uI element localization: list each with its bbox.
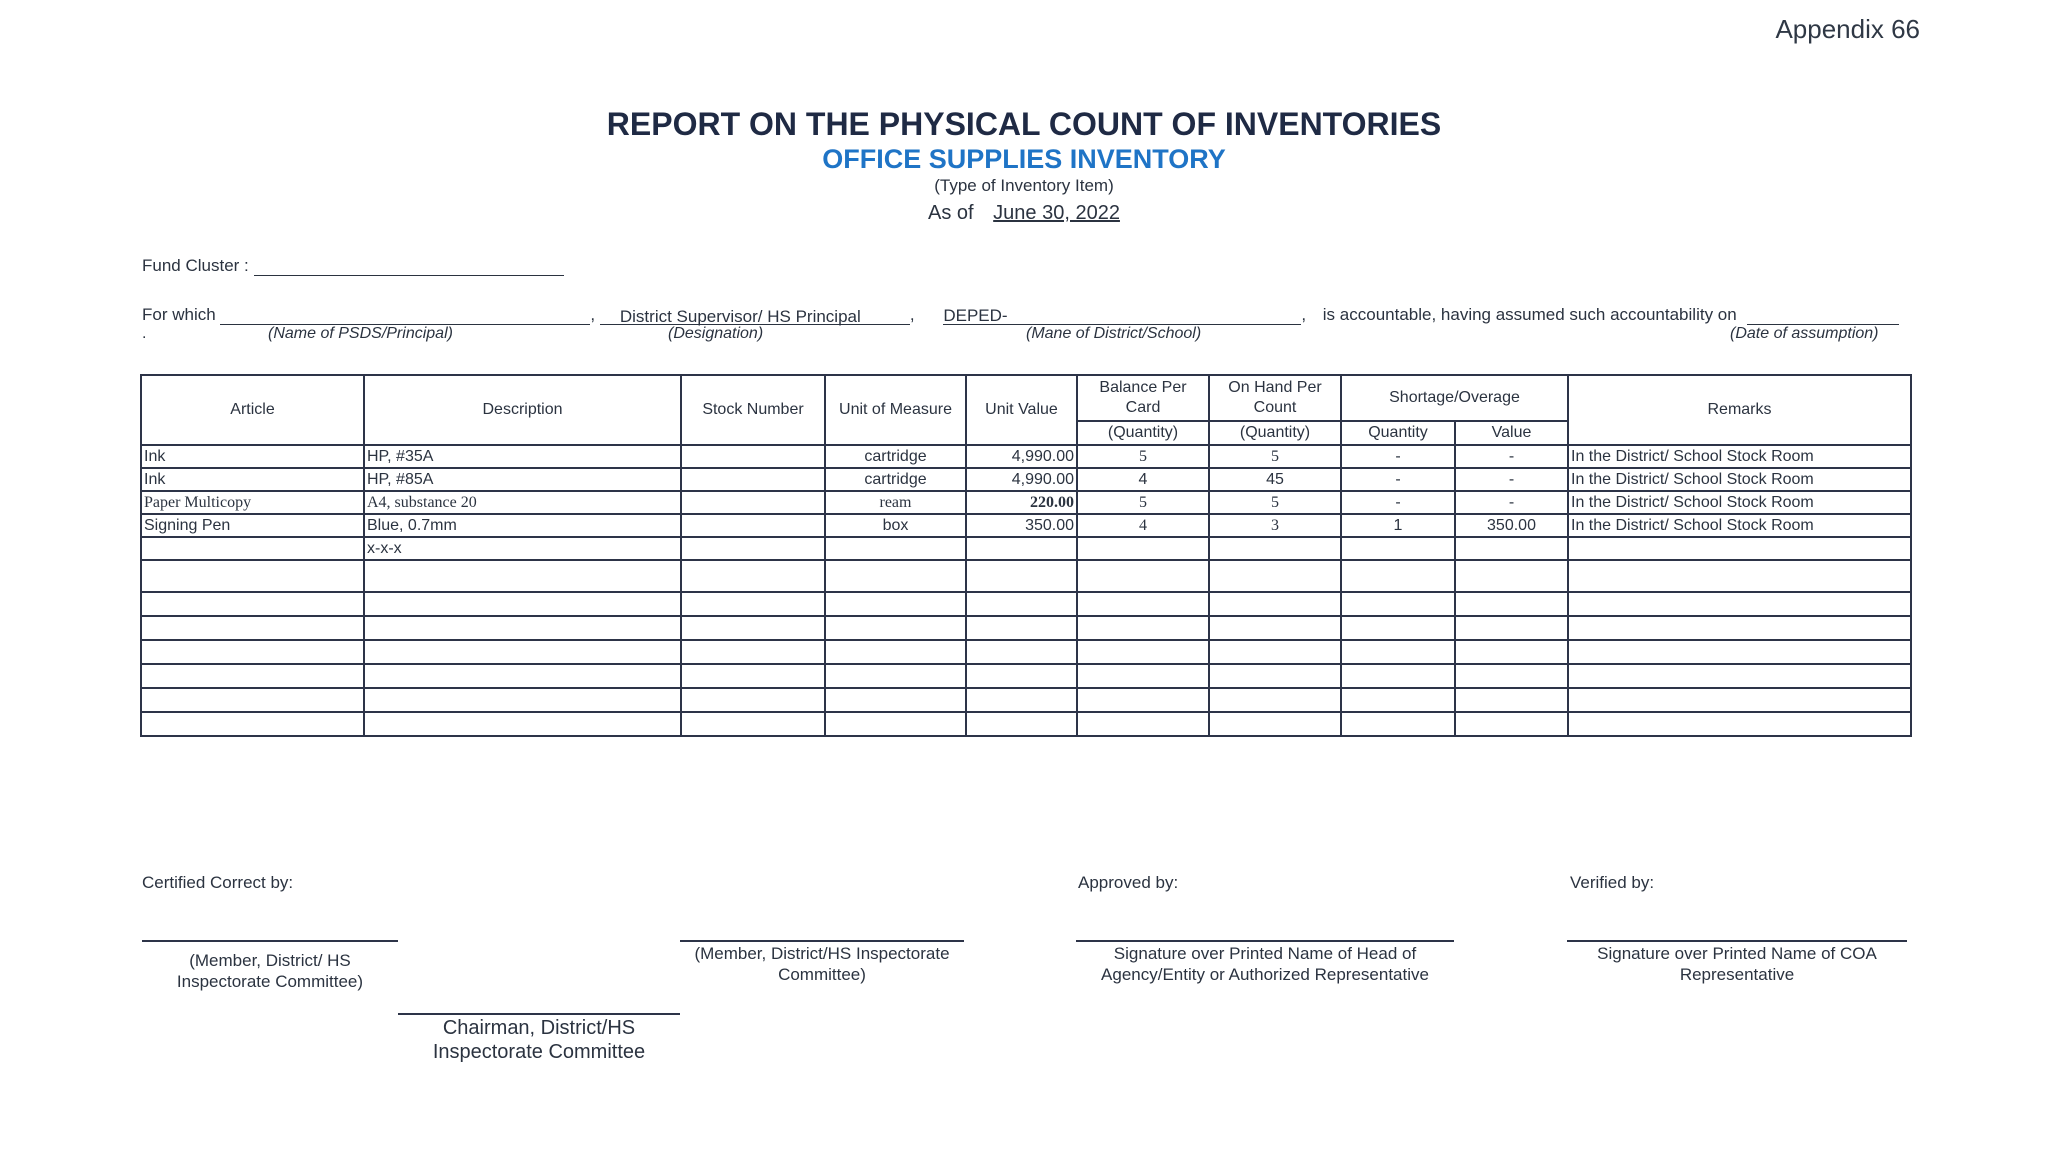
inventory-table	[140, 374, 1912, 737]
member2-caption: (Member, District/HS Inspectorate Committee)	[694, 944, 950, 984]
cell-article: Ink	[141, 445, 364, 468]
cell-balance: 4	[1077, 514, 1209, 537]
cell-on-hand	[1209, 537, 1341, 560]
accountable-text: is accountable, having assumed such accountability on	[1322, 305, 1737, 324]
cell-on-hand: 45	[1209, 468, 1341, 491]
verified-label: Verified by:	[1570, 873, 1655, 892]
name-line	[220, 306, 590, 325]
member2-signature-line	[680, 940, 964, 942]
cell-stock	[681, 537, 825, 560]
header-remarks: Remarks	[1568, 375, 1911, 445]
table-row	[141, 468, 1911, 491]
table-row	[141, 491, 1911, 514]
table-row	[141, 537, 1911, 560]
member1-caption: (Member, District/ HS Inspectorate Committee)	[176, 951, 364, 991]
cell-short-qty	[1341, 537, 1455, 560]
header-on-hand: On Hand Per Count	[1209, 375, 1341, 421]
cell-unit-value: 220.00	[966, 491, 1077, 514]
cell-unit-value: 350.00	[966, 514, 1077, 537]
cell-on-hand: 3	[1209, 514, 1341, 537]
table-row	[141, 445, 1911, 468]
approved-label: Approved by:	[1078, 873, 1179, 892]
cell-stock	[681, 445, 825, 468]
cell-unit-value	[966, 537, 1077, 560]
caption-district: (Mane of District/School)	[1026, 325, 1202, 342]
header-description: Description	[364, 375, 681, 445]
table-row-blank	[141, 616, 1911, 640]
header-balance: Balance Per Card	[1077, 375, 1209, 421]
cell-balance: 4	[1077, 468, 1209, 491]
table-row-blank	[141, 640, 1911, 664]
cell-balance	[1077, 537, 1209, 560]
for-which-label: For which	[142, 305, 216, 324]
cell-short-qty: -	[1341, 468, 1455, 491]
certified-label: Certified Correct by:	[142, 873, 294, 892]
cell-on-hand: 5	[1209, 445, 1341, 468]
head-caption: Signature over Printed Name of Head of Agency/Entity or Authorized Representative	[1101, 944, 1429, 984]
cell-remarks: In the District/ School Stock Room	[1568, 491, 1911, 514]
coa-caption: Signature over Printed Name of COA Representative	[1597, 944, 1877, 984]
cell-short-qty: -	[1341, 491, 1455, 514]
header-unit-value: Unit Value	[966, 375, 1077, 445]
district-field: DEPED-	[943, 306, 1301, 325]
cell-unit	[825, 537, 966, 560]
header-shortage: Shortage/Overage	[1341, 375, 1568, 421]
cell-description: x-x-x	[364, 537, 681, 560]
cell-balance: 5	[1077, 445, 1209, 468]
cell-unit: cartridge	[825, 445, 966, 468]
cell-description: Blue, 0.7mm	[364, 514, 681, 537]
type-note: (Type of Inventory Item)	[934, 176, 1114, 195]
table-row-blank	[141, 560, 1911, 592]
as-of-date: June 30, 2022	[993, 202, 1120, 224]
fund-cluster-label: Fund Cluster :	[142, 256, 249, 275]
fund-cluster-line	[254, 257, 564, 276]
appendix-label: Appendix 66	[1775, 14, 1920, 44]
cell-article	[141, 537, 364, 560]
cell-stock	[681, 468, 825, 491]
cell-stock	[681, 514, 825, 537]
cell-unit: box	[825, 514, 966, 537]
as-of-row	[0, 202, 2048, 225]
chairman-signature-line	[398, 1013, 680, 1015]
cell-short-value: 350.00	[1455, 514, 1568, 537]
cell-on-hand: 5	[1209, 491, 1341, 514]
report-title: REPORT ON THE PHYSICAL COUNT OF INVENTORIES	[606, 106, 1442, 142]
cell-unit-value: 4,990.00	[966, 468, 1077, 491]
designation-field: District Supervisor/ HS Principal	[600, 307, 910, 325]
cell-remarks: In the District/ School Stock Room	[1568, 468, 1911, 491]
chairman-caption: Chairman, District/HS Inspectorate Committee	[432, 1017, 646, 1063]
cell-article: Signing Pen	[141, 514, 364, 537]
cell-unit-value: 4,990.00	[966, 445, 1077, 468]
header-article: Article	[141, 375, 364, 445]
cell-description: A4, substance 20	[364, 491, 681, 514]
table-row-blank	[141, 592, 1911, 616]
caption-date: (Date of assumption)	[1730, 325, 1879, 342]
coa-signature-line	[1567, 940, 1907, 942]
cell-article: Paper Multicopy	[141, 491, 364, 514]
member1-signature-line	[142, 940, 398, 942]
caption-designation: (Designation)	[668, 325, 764, 342]
cell-short-value: -	[1455, 468, 1568, 491]
accountability-row: For which , District Supervisor/ HS Principal , DEPED- , is accountable, having assumed such accountability on	[142, 305, 1902, 325]
caption-dot: .	[142, 325, 147, 342]
table-row-blank	[141, 688, 1911, 712]
date-line	[1747, 306, 1899, 325]
header-shortage-qty: Quantity	[1341, 421, 1455, 445]
as-of-label: As of	[928, 202, 974, 224]
cell-unit: cartridge	[825, 468, 966, 491]
cell-balance: 5	[1077, 491, 1209, 514]
table-row-blank	[141, 664, 1911, 688]
table-row-blank	[141, 712, 1911, 736]
cell-remarks: In the District/ School Stock Room	[1568, 445, 1911, 468]
header-on-hand-qty: (Quantity)	[1209, 421, 1341, 445]
cell-remarks	[1568, 537, 1911, 560]
cell-article: Ink	[141, 468, 364, 491]
cell-remarks: In the District/ School Stock Room	[1568, 514, 1911, 537]
head-signature-line	[1076, 940, 1454, 942]
cell-description: HP, #85A	[364, 468, 681, 491]
header-shortage-value: Value	[1455, 421, 1568, 445]
cell-description: HP, #35A	[364, 445, 681, 468]
header-stock-number: Stock Number	[681, 375, 825, 445]
cell-short-qty: 1	[1341, 514, 1455, 537]
cell-short-value: -	[1455, 491, 1568, 514]
inventory-type: OFFICE SUPPLIES INVENTORY	[822, 144, 1226, 174]
table-row	[141, 514, 1911, 537]
fund-cluster-row	[142, 256, 564, 276]
cell-short-value: -	[1455, 445, 1568, 468]
header-balance-qty: (Quantity)	[1077, 421, 1209, 445]
header-unit-of-measure: Unit of Measure	[825, 375, 966, 445]
cell-short-value	[1455, 537, 1568, 560]
cell-unit: ream	[825, 491, 966, 514]
caption-name: (Name of PSDS/Principal)	[268, 325, 453, 342]
cell-stock	[681, 491, 825, 514]
cell-short-qty: -	[1341, 445, 1455, 468]
